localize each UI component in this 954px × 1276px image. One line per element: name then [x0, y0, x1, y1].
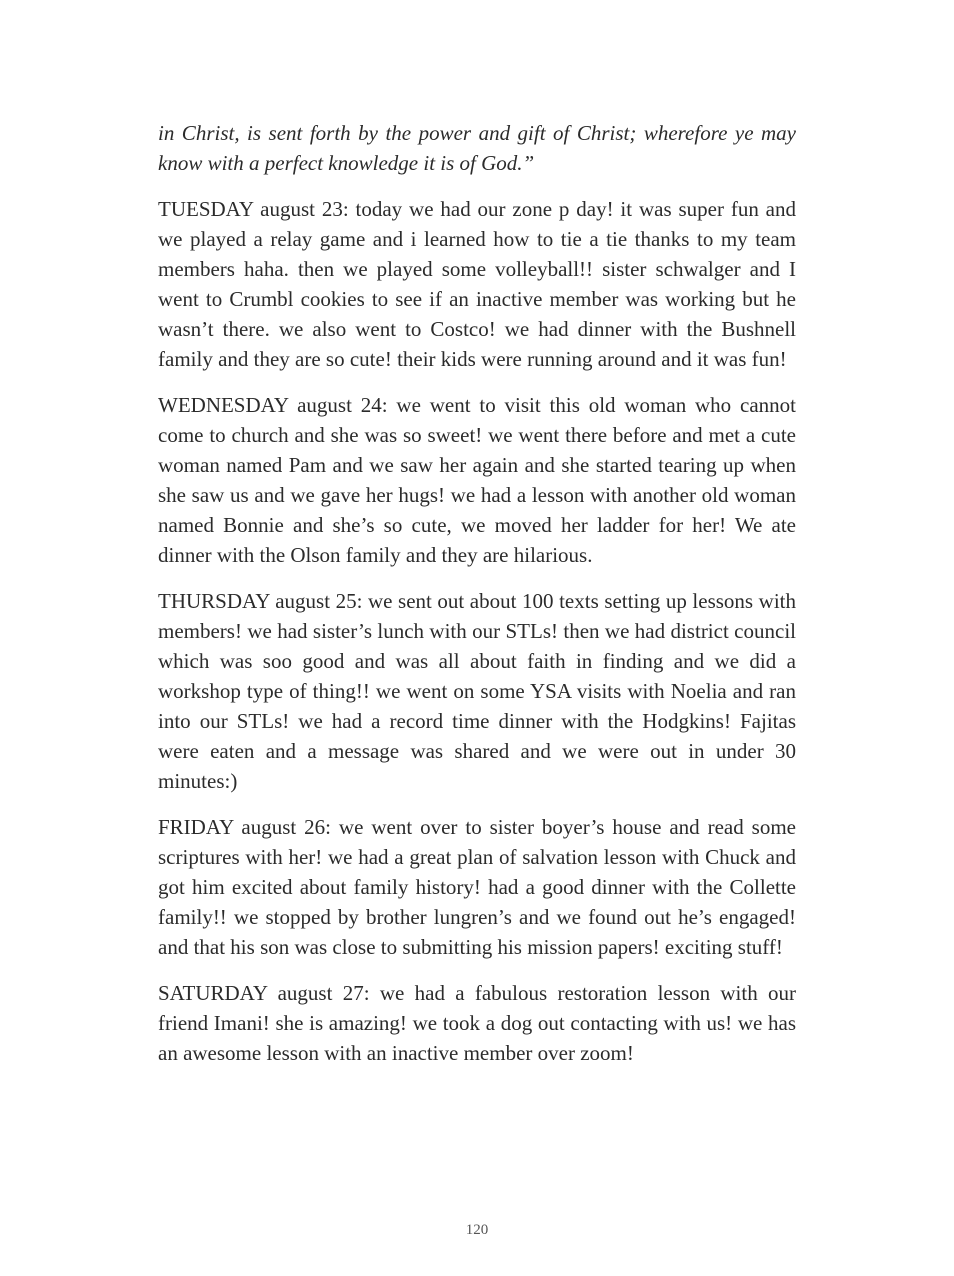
quote-continuation: in Christ, is sent forth by the power and gift of Christ; wherefore ye may know with a perfect knowledge it is of God.”	[158, 121, 796, 175]
body-text	[158, 118, 796, 1084]
journal-entry-saturday: SATURDAY august 27: we had a fabulous restoration lesson with our friend Imani! she is amazing! we took a dog out contacting with us! we has an awesome lesson with an inactive member over zoom!	[158, 981, 796, 1065]
journal-entry-tuesday: TUESDAY august 23: today we had our zone p day! it was super fun and we played a relay game and i learned how to tie a tie thanks to my team members haha. then we played some volleyball!! sister schwalger and I went to Crumbl cookies to see if an inactive member was working but he wasn’t there. we also went to Costco! we had dinner with the Bushnell family and they are so cute! their kids were running around and it was fun!	[158, 197, 796, 371]
journal-entry-wednesday: WEDNESDAY august 24: we went to visit this old woman who cannot come to church and she was so sweet! we went there before and met a cute woman named Pam and we saw her again and she started tearing up when she saw us and we gave her hugs! we had a lesson with another old woman named Bonnie and she’s so cute, we moved her ladder for her! We ate dinner with the Olson family and they are hilarious.	[158, 393, 796, 567]
page-number: 120	[465, 1222, 489, 1238]
journal-entry-friday: FRIDAY august 26: we went over to sister boyer’s house and read some scriptures with her! we had a great plan of salvation lesson with Chuck and got him excited about family history! had a good dinner with the Collette family!! we stopped by brother lungren’s and we found out he’s engaged! and that his son was close to submitting his mission papers! exciting stuff!	[158, 815, 796, 959]
journal-entry-thursday: THURSDAY august 25: we sent out about 100 texts setting up lessons with members! we had sister’s lunch with our STLs! then we had district council which was soo good and was all about faith in finding and we did a workshop type of thing!! we went on some YSA visits with Noelia and ran into our STLs! we had a record time dinner with the Hodgkins! Fajitas were eaten and a message was shared and we were out in under 30 minutes:)	[158, 589, 796, 793]
